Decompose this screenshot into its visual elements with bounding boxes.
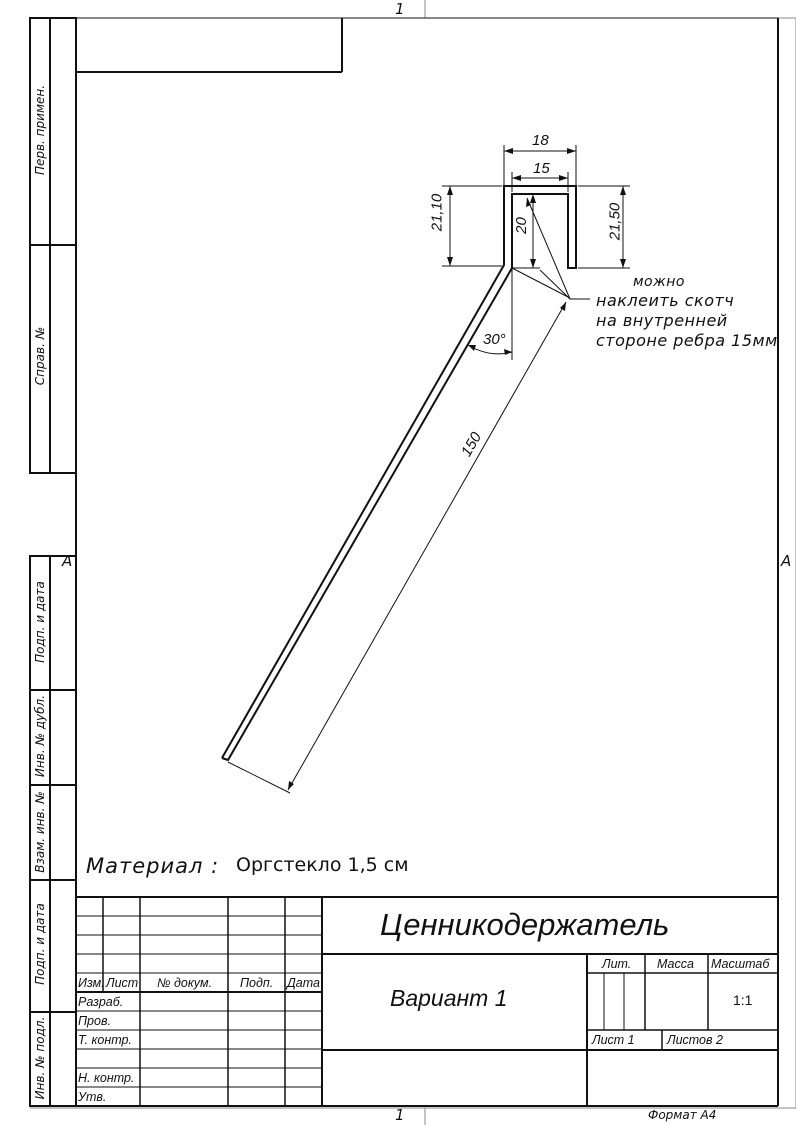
dimension-15: 15 [533, 160, 550, 177]
format-label: Формат А4 [648, 1108, 717, 1122]
col-list: Лист [106, 976, 139, 990]
side-label-inv-podl: Инв. № подл. [33, 1016, 47, 1100]
dimension-21-10: 21,10 [428, 193, 446, 232]
note-line-2: наклеить скотч [596, 291, 735, 310]
dimension-18: 18 [532, 132, 549, 149]
row-t-kontr: Т. контр. [78, 1033, 132, 1047]
dimension-lines [228, 145, 630, 793]
listov-label: Листов 2 [667, 1033, 723, 1047]
dimension-150: 150 [457, 429, 486, 460]
row-n-kontr: Н. контр. [78, 1071, 135, 1085]
scale-value: 1:1 [733, 992, 753, 1008]
sheet-number-bottom: 1 [395, 1106, 405, 1124]
zone-marker-left: A [62, 552, 73, 570]
masshtab-label: Масштаб [711, 957, 770, 971]
document-title: Ценникодержатель [380, 907, 670, 942]
note-line-3: на внутренней [596, 311, 728, 330]
main-frame [76, 18, 778, 1106]
material-label: Материал : [86, 854, 220, 878]
note-line-4: стороне ребра 15мм [596, 331, 778, 350]
row-utv: Утв. [78, 1090, 107, 1104]
side-label-sprav-no: Справ. № [33, 326, 47, 386]
col-izm: Изм. [78, 976, 105, 990]
material-value: Оргстекло 1,5 см [236, 854, 409, 876]
side-label-vzam-inv: Взам. инв. № [33, 791, 47, 873]
dimension-21-50: 21,50 [606, 202, 624, 241]
row-prov: Пров. [78, 1014, 111, 1028]
dimension-20: 20 [512, 217, 530, 234]
side-label-podp-data-1: Подп. и дата [33, 581, 47, 663]
row-razrab: Разраб. [78, 995, 124, 1009]
note-line-1: можно [633, 274, 685, 290]
side-label-inv-dubl: Инв. № дубл. [33, 694, 47, 778]
variant-label: Вариант 1 [390, 985, 508, 1011]
col-no-dokum: № докум. [157, 976, 213, 990]
list-label: Лист 1 [592, 1033, 635, 1047]
zone-marker-right: A [781, 552, 792, 570]
dimension-30-degrees: 30° [483, 331, 506, 348]
top-left-stamp-box [76, 18, 342, 72]
side-label-perv-primen: Перв. примен. [33, 84, 47, 176]
side-label-podp-data-2: Подп. и дата [33, 903, 47, 985]
massa-label: Масса [657, 957, 694, 971]
sheet-number-top: 1 [395, 0, 405, 18]
col-data: Дата [287, 976, 320, 990]
lit-label: Лит. [602, 957, 632, 971]
col-podp: Подп. [240, 976, 274, 990]
part-profile [222, 186, 576, 760]
